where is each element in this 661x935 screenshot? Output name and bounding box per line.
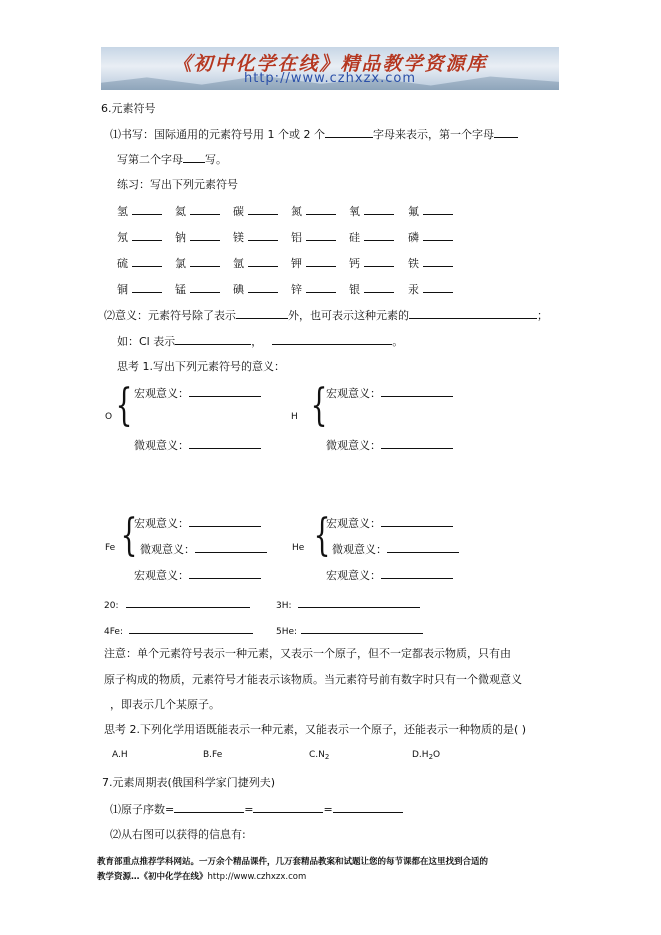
symbol-fe: Fe bbox=[105, 543, 116, 553]
example-a: 如：Cl 表示 bbox=[117, 335, 176, 348]
element-name: 镁 bbox=[233, 231, 244, 244]
element-item bbox=[408, 228, 453, 245]
option-d-sub: 2 bbox=[428, 753, 434, 761]
footer-line-2 bbox=[97, 870, 306, 882]
writing-line2-a: 写第二个字母 bbox=[117, 153, 183, 166]
element-name: 钠 bbox=[175, 231, 186, 244]
blank-h-macro[interactable] bbox=[381, 384, 453, 397]
macro-label: 宏观意义： bbox=[326, 517, 381, 530]
blank-atomic-2[interactable] bbox=[253, 800, 323, 813]
element-item bbox=[349, 202, 394, 219]
option-d-text: D.H bbox=[412, 750, 429, 760]
think1: 思考 1.写出下列元素符号的意义： bbox=[117, 360, 285, 373]
example-comma: ， bbox=[251, 335, 263, 348]
expr-3h-label: 3H: bbox=[276, 601, 292, 611]
option-d-post: O bbox=[433, 750, 441, 760]
element-item bbox=[233, 202, 278, 219]
option-b[interactable]: B.Fe bbox=[203, 750, 223, 760]
he-macro bbox=[326, 514, 453, 531]
symbol-o: O bbox=[105, 412, 113, 422]
brace-icon: { bbox=[310, 380, 328, 431]
blank-fe-macro[interactable] bbox=[189, 514, 261, 527]
element-symbol-blank[interactable] bbox=[132, 254, 162, 267]
symbol-he: He bbox=[292, 543, 305, 553]
element-name: 硅 bbox=[349, 231, 360, 244]
element-symbol-blank[interactable] bbox=[132, 228, 162, 241]
element-item bbox=[233, 254, 278, 271]
note-line-2: 原子构成的物质，元素符号才能表示该物质。当元素符号前有数字时只有一个微观意义 bbox=[104, 673, 522, 686]
blank-he-micro[interactable] bbox=[387, 540, 459, 553]
element-symbol-blank[interactable] bbox=[248, 228, 278, 241]
blank-fe-extra[interactable] bbox=[189, 566, 261, 579]
option-c[interactable] bbox=[309, 750, 329, 761]
blank-meaning-1[interactable] bbox=[236, 306, 288, 319]
blank-atomic-3[interactable] bbox=[333, 800, 403, 813]
atomic-number-line bbox=[110, 800, 403, 817]
writing-line-2 bbox=[117, 150, 227, 167]
element-name: 氯 bbox=[175, 257, 186, 270]
element-symbol-blank[interactable] bbox=[132, 280, 162, 293]
eq-2: = bbox=[323, 803, 333, 816]
meaning-line bbox=[104, 306, 548, 323]
element-symbol-blank[interactable] bbox=[364, 202, 394, 215]
expr-3h bbox=[276, 595, 420, 611]
element-name: 氢 bbox=[117, 205, 128, 218]
element-name: 铝 bbox=[291, 231, 302, 244]
element-symbol-blank[interactable] bbox=[190, 228, 220, 241]
blank-5he[interactable] bbox=[301, 621, 423, 634]
option-c-sub: 2 bbox=[324, 753, 330, 761]
section6-heading: 6.元素符号 bbox=[101, 102, 156, 115]
he-micro bbox=[332, 540, 459, 557]
expr-4fe bbox=[104, 621, 253, 637]
meaning-end: ； bbox=[537, 309, 548, 322]
element-name: 碘 bbox=[233, 283, 244, 296]
element-item bbox=[291, 202, 336, 219]
element-name: 铁 bbox=[408, 257, 419, 270]
micro-label: 微观意义： bbox=[134, 439, 189, 452]
element-name: 氧 bbox=[349, 205, 360, 218]
element-symbol-blank[interactable] bbox=[132, 202, 162, 215]
element-name: 氩 bbox=[233, 257, 244, 270]
example-line bbox=[117, 332, 403, 349]
blank-20[interactable] bbox=[126, 595, 250, 608]
symbol-h: H bbox=[291, 412, 298, 422]
micro-label: 微观意义： bbox=[140, 543, 195, 556]
option-a[interactable]: A.H bbox=[112, 750, 128, 760]
element-symbol-blank[interactable] bbox=[306, 228, 336, 241]
footer-url[interactable]: http://www.czhxzx.com bbox=[207, 872, 307, 882]
atomic-number-label: ⑴原子序数= bbox=[110, 803, 175, 816]
writing-mid: 字母来表示，第一个字母 bbox=[372, 128, 494, 141]
expr-20 bbox=[104, 595, 250, 611]
element-name: 硫 bbox=[117, 257, 128, 270]
blank-fe-micro[interactable] bbox=[195, 540, 267, 553]
element-symbol-blank[interactable] bbox=[306, 254, 336, 267]
brace-icon: { bbox=[115, 380, 133, 431]
expr-5he-label: 5He: bbox=[276, 627, 298, 637]
micro-label: 微观意义： bbox=[326, 439, 381, 452]
info-line: ⑵从右图可以获得的信息有: bbox=[110, 828, 246, 841]
element-name: 银 bbox=[349, 283, 360, 296]
macro-label: 宏观意义： bbox=[326, 387, 381, 400]
blank-o-macro[interactable] bbox=[189, 384, 261, 397]
element-name: 锌 bbox=[291, 283, 302, 296]
brace-icon: { bbox=[313, 510, 331, 561]
element-symbol-blank[interactable] bbox=[423, 280, 453, 293]
option-c-text: C.N bbox=[309, 750, 325, 760]
element-item bbox=[233, 280, 278, 297]
brace-icon: { bbox=[120, 510, 138, 561]
blank-second-letter[interactable] bbox=[183, 150, 205, 163]
element-name: 锰 bbox=[175, 283, 186, 296]
element-item bbox=[408, 280, 453, 297]
element-symbol-blank[interactable] bbox=[306, 202, 336, 215]
banner-title: 《初中化学在线》精品教学资源库 bbox=[172, 53, 488, 75]
blank-letter-case[interactable] bbox=[325, 125, 373, 138]
element-symbol-blank[interactable] bbox=[248, 254, 278, 267]
element-item bbox=[349, 280, 394, 297]
element-name: 氟 bbox=[408, 205, 419, 218]
element-name: 氦 bbox=[175, 205, 186, 218]
h-micro bbox=[326, 436, 453, 453]
element-item bbox=[291, 228, 336, 245]
element-name: 碳 bbox=[233, 205, 244, 218]
element-name: 铜 bbox=[117, 283, 128, 296]
blank-o-micro[interactable] bbox=[189, 436, 261, 449]
element-item bbox=[408, 254, 453, 271]
blank-first-letter[interactable] bbox=[494, 125, 518, 138]
macro-label: 宏观意义： bbox=[134, 387, 189, 400]
macro-label: 宏观意义： bbox=[134, 517, 189, 530]
fe-macro bbox=[134, 514, 261, 531]
element-symbol-blank[interactable] bbox=[364, 280, 394, 293]
section7-heading: 7.元素周期表(俄国科学家门捷列夫) bbox=[102, 776, 276, 789]
macro-label: 宏观意义： bbox=[326, 569, 381, 582]
expr-5he bbox=[276, 621, 423, 637]
writing-line2-b: 写。 bbox=[205, 153, 227, 166]
element-symbol-blank[interactable] bbox=[364, 228, 394, 241]
footer-line-1: 教育部重点推荐学科网站。一万余个精品课件，几万套精品教案和试题让您的每节课都在这里找到合适的 bbox=[97, 857, 489, 867]
blank-cl-1[interactable] bbox=[175, 332, 251, 345]
element-item bbox=[117, 280, 162, 297]
element-symbol-blank[interactable] bbox=[423, 254, 453, 267]
exercise-label: 练习：写出下列元素符号 bbox=[117, 178, 238, 191]
blank-cl-2[interactable] bbox=[272, 332, 392, 345]
element-symbol-blank[interactable] bbox=[423, 228, 453, 241]
blank-h-micro[interactable] bbox=[381, 436, 453, 449]
element-item bbox=[175, 228, 220, 245]
expr-20-label: 20: bbox=[104, 601, 119, 611]
element-item bbox=[117, 228, 162, 245]
blank-meaning-2[interactable] bbox=[409, 306, 537, 319]
footer-text: 教学资源…《初中化学在线》 bbox=[97, 872, 208, 882]
element-name: 钙 bbox=[349, 257, 360, 270]
element-item bbox=[117, 202, 162, 219]
blank-3h[interactable] bbox=[298, 595, 420, 608]
note-line-3: ，即表示几个某原子。 bbox=[110, 698, 220, 711]
blank-atomic-1[interactable] bbox=[174, 800, 244, 813]
element-name: 钾 bbox=[291, 257, 302, 270]
element-symbol-blank[interactable] bbox=[423, 202, 453, 215]
he-extra bbox=[326, 566, 453, 583]
writing-line-1 bbox=[110, 125, 518, 142]
element-symbol-blank[interactable] bbox=[190, 280, 220, 293]
element-symbol-blank[interactable] bbox=[190, 254, 220, 267]
writing-intro: ⑴书写：国际通用的元素符号用 1 个或 2 个 bbox=[110, 128, 325, 141]
example-end: 。 bbox=[392, 335, 404, 348]
element-name: 氮 bbox=[291, 205, 302, 218]
fe-extra bbox=[134, 566, 261, 583]
element-item bbox=[175, 254, 220, 271]
element-symbol-blank[interactable] bbox=[248, 280, 278, 293]
element-symbol-blank[interactable] bbox=[364, 254, 394, 267]
note-line-1: 注意：单个元素符号表示一种元素，又表示一个原子，但不一定都表示物质，只有由 bbox=[104, 647, 511, 660]
element-symbol-blank[interactable] bbox=[190, 202, 220, 215]
banner-url[interactable]: http://www.czhxzx.com bbox=[244, 71, 416, 86]
eq-1: = bbox=[244, 803, 254, 816]
option-d[interactable] bbox=[412, 750, 440, 761]
blank-he-macro[interactable] bbox=[381, 514, 453, 527]
element-symbol-blank[interactable] bbox=[248, 202, 278, 215]
element-name: 氖 bbox=[117, 231, 128, 244]
element-item bbox=[291, 280, 336, 297]
element-item bbox=[291, 254, 336, 271]
element-item bbox=[117, 254, 162, 271]
think2: 思考 2.下列化学用语既能表示一种元素，又能表示一个原子，还能表示一种物质的是( ) bbox=[104, 723, 527, 736]
element-item bbox=[233, 228, 278, 245]
blank-4fe[interactable] bbox=[129, 621, 253, 634]
meaning-b: 外，也可表示这种元素的 bbox=[288, 309, 409, 322]
h-macro bbox=[326, 384, 453, 401]
element-symbol-blank[interactable] bbox=[306, 280, 336, 293]
micro-label: 微观意义： bbox=[332, 543, 387, 556]
fe-micro bbox=[140, 540, 267, 557]
element-name: 汞 bbox=[408, 283, 419, 296]
element-item bbox=[408, 202, 453, 219]
header-banner bbox=[101, 47, 559, 90]
o-macro bbox=[134, 384, 261, 401]
element-item bbox=[349, 254, 394, 271]
macro-label: 宏观意义： bbox=[134, 569, 189, 582]
element-name: 磷 bbox=[408, 231, 419, 244]
element-item bbox=[349, 228, 394, 245]
expr-4fe-label: 4Fe: bbox=[104, 627, 123, 637]
o-micro bbox=[134, 436, 261, 453]
element-item bbox=[175, 202, 220, 219]
element-item bbox=[175, 280, 220, 297]
blank-he-extra[interactable] bbox=[381, 566, 453, 579]
meaning-a: ⑵意义：元素符号除了表示 bbox=[104, 309, 236, 322]
